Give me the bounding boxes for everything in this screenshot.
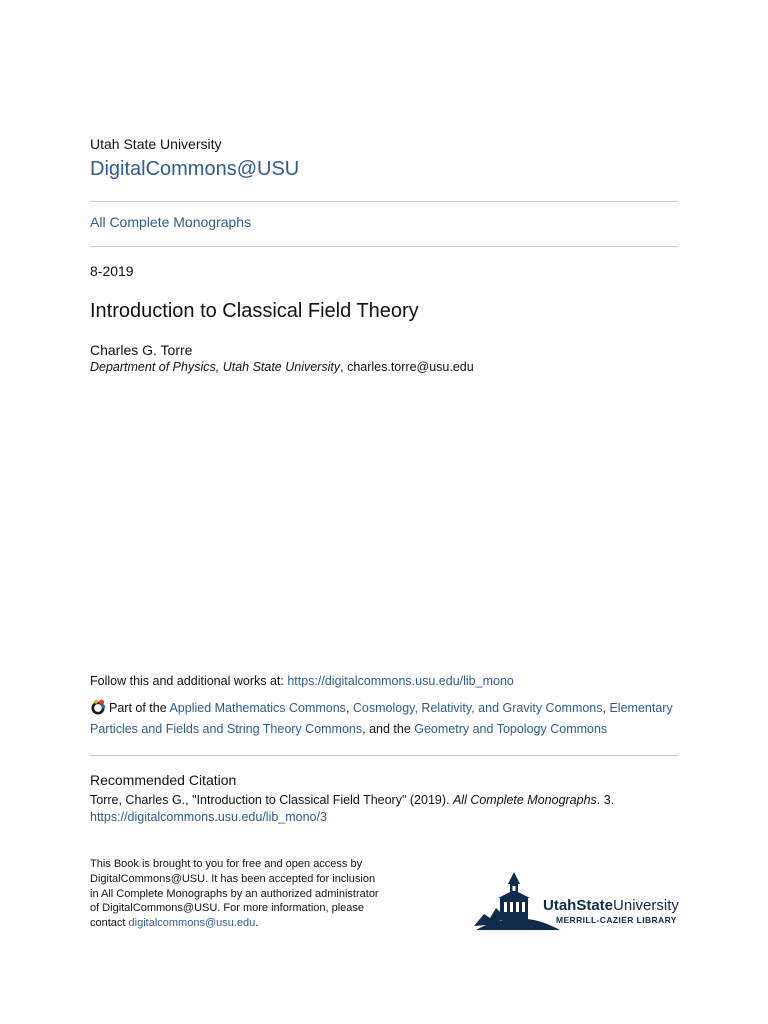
document-title: Introduction to Classical Field Theory — [90, 300, 419, 322]
contact-email-link[interactable]: digitalcommons@usu.edu — [128, 917, 256, 930]
author-name: Charles G. Torre — [90, 342, 193, 358]
logo-library-name: MERRILL-CAZIER LIBRARY — [556, 915, 677, 925]
notice-end: . — [255, 917, 259, 930]
logo-university-name — [543, 897, 679, 914]
follow-label: Follow this and additional works at: — [90, 674, 288, 688]
commons-link-geometry-topology[interactable]: Geometry and Topology Commons — [414, 722, 608, 736]
author-affiliation — [90, 360, 474, 374]
access-notice — [90, 857, 380, 931]
collection-link[interactable]: All Complete Monographs — [90, 214, 252, 230]
divider — [90, 755, 678, 756]
logo-name-regular: University — [613, 897, 679, 914]
commons-link-elementary-particles[interactable]: Elementary Particles and Fields and String Theory Commons — [90, 701, 673, 736]
commons-link-cosmology[interactable]: Cosmology, Relativity, and Gravity Commons — [352, 701, 603, 715]
divider — [90, 201, 678, 202]
affiliation-separator: , — [340, 360, 348, 374]
citation-series: All Complete Monographs — [452, 793, 597, 807]
institution-name: Utah State University — [90, 136, 222, 152]
citation-number: . 3. — [596, 793, 615, 807]
divider — [90, 246, 678, 247]
part-of-line — [90, 698, 682, 740]
publication-date: 8-2019 — [90, 263, 134, 279]
citation-text — [90, 792, 690, 826]
repository-link[interactable]: DigitalCommons@USU — [90, 158, 300, 180]
citation-body: Torre, Charles G., "Introduction to Classical Field Theory" (2019). — [90, 793, 453, 807]
citation-link[interactable]: https://digitalcommons.usu.edu/lib_mono/3 — [90, 810, 327, 824]
part-of-sep: , and the — [362, 722, 415, 736]
follow-link[interactable]: https://digitalcommons.usu.edu/lib_mono — [287, 674, 514, 688]
commons-link-applied-math[interactable]: Applied Mathematics Commons — [169, 701, 346, 715]
follow-line — [90, 674, 514, 688]
part-of-sep: , — [602, 701, 610, 715]
part-of-prefix: Part of the — [109, 701, 170, 715]
notice-text: This Book is brought to you for free and open access by DigitalCommons@USU. It has been accepted for inclusion in All Complete Monographs by an authorized administrator of DigitalCommons@USU. For more information, please contact — [90, 858, 379, 930]
author-email: charles.torre@usu.edu — [347, 360, 474, 374]
citation-heading: Recommended Citation — [90, 772, 237, 788]
affiliation-text: Department of Physics, Utah State University — [90, 360, 341, 374]
part-of-sep: , — [345, 701, 353, 715]
commons-network-icon — [90, 699, 106, 715]
logo-name-bold: UtahState — [543, 897, 614, 914]
